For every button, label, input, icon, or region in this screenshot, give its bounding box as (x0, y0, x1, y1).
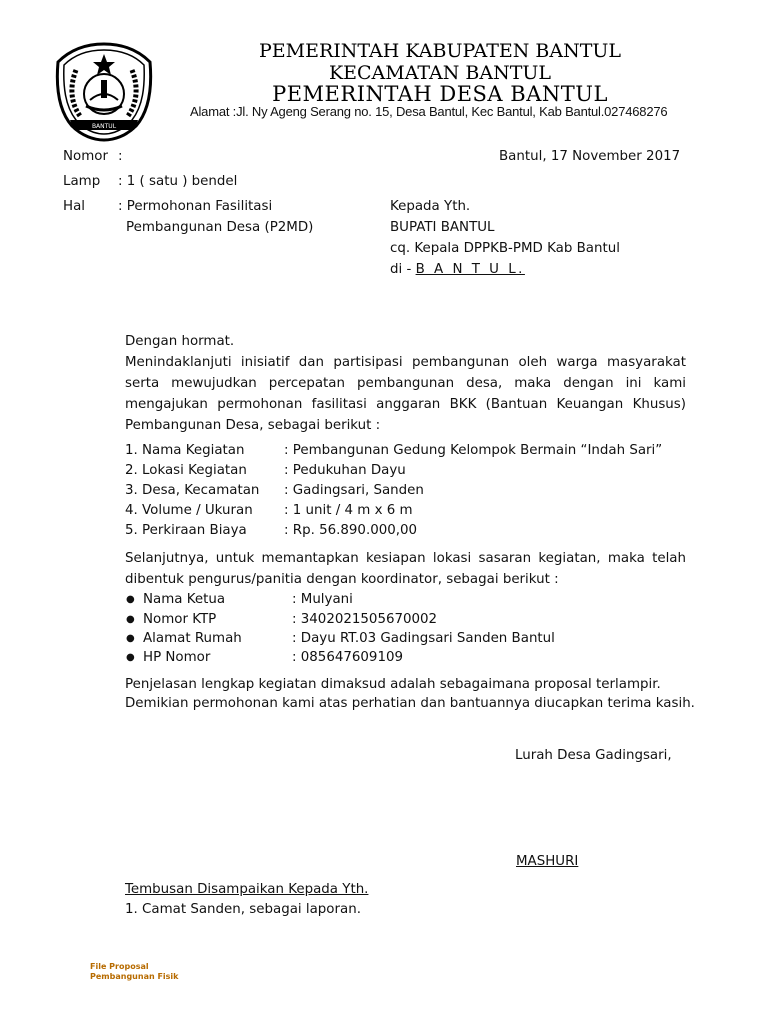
detail-value-1: : Pembangunan Gedung Kelompok Bermain “Indah Sari” (284, 443, 663, 458)
closing-line-1: Penjelasan lengkap kegiatan dimaksud adalah sebagaimana proposal terlampir. (125, 677, 661, 692)
coordinator-label-2: Nomor KTP (143, 612, 217, 627)
bullet-icon: ● (126, 614, 135, 625)
nomor-value: : (118, 149, 123, 164)
detail-value-5: : Rp. 56.890.000,00 (284, 523, 418, 538)
detail-label-5: 5. Perkiraan Biaya (125, 523, 247, 538)
coordinator-label-1: Nama Ketua (143, 592, 226, 607)
footer-line-1: File Proposal (90, 962, 149, 971)
recipient-di: di - (390, 262, 416, 277)
letter-date: Bantul, 17 November 2017 (499, 149, 681, 164)
recipient-line-3: cq. Kepala DPPKB-PMD Kab Bantul (390, 241, 620, 256)
coordinator-value-1: : Mulyani (292, 592, 353, 607)
recipient-place (390, 260, 525, 280)
coordinator-label-4: HP Nomor (143, 650, 211, 665)
recipient-city: B A N T U L. (415, 262, 525, 277)
coordinator-value-3: : Dayu RT.03 Gadingsari Sanden Bantul (292, 631, 555, 646)
letterhead-line-2: KECAMATAN BANTUL (328, 62, 552, 84)
svg-text:BANTUL: BANTUL (91, 123, 117, 130)
signature-name: MASHURI (516, 854, 579, 869)
letterhead-line-3: PEMERINTAH DESA BANTUL (272, 82, 608, 106)
coordinator-value-4: : 085647609109 (292, 650, 404, 665)
signature-title: Lurah Desa Gadingsari, (515, 748, 672, 763)
tembusan-item-1: 1. Camat Sanden, sebagai laporan. (125, 902, 361, 917)
lamp-label: Lamp (63, 174, 101, 189)
footer-line-2: Pembangunan Fisik (90, 972, 179, 981)
hal-value-line-1: : Permohonan Fasilitasi (118, 199, 273, 214)
recipient-line-2: BUPATI BANTUL (390, 220, 495, 235)
nomor-label: Nomor (63, 149, 108, 164)
followup-paragraph: Selanjutnya, untuk memantapkan kesiapan lokasi sasaran kegiatan, maka telah dibentuk pengurus/panitia dengan koordinator, sebagai berikut : (125, 551, 686, 587)
closing-line-2: Demikian permohonan kami atas perhatian dan bantuannya diucapkan terima kasih. (125, 696, 695, 711)
detail-label-3: 3. Desa, Kecamatan (125, 483, 260, 498)
detail-value-4: : 1 unit / 4 m x 6 m (284, 503, 413, 518)
letterhead-line-1: PEMERINTAH KABUPATEN BANTUL (258, 40, 622, 62)
recipient-line-1: Kepada Yth. (390, 199, 471, 214)
detail-label-2: 2. Lokasi Kegiatan (125, 463, 247, 478)
hal-label: Hal (63, 199, 85, 214)
lamp-value: : 1 ( satu ) bendel (118, 174, 238, 189)
detail-value-3: : Gadingsari, Sanden (284, 483, 424, 498)
detail-label-4: 4. Volume / Ukuran (125, 503, 253, 518)
bullet-icon: ● (126, 594, 135, 605)
hal-value-line-2: Pembangunan Desa (P2MD) (126, 220, 314, 235)
coordinator-label-3: Alamat Rumah (143, 631, 242, 646)
letterhead-address: Alamat :Jl. Ny Ageng Serang no. 15, Desa Bantul, Kec Bantul, Kab Bantul.027468276 (190, 104, 668, 119)
detail-label-1: 1. Nama Kegiatan (125, 443, 245, 458)
intro-paragraph: Menindaklanjuti inisiatif dan partisipasi pembangunan oleh warga masyarakat serta mewujudkan percepatan pembangunan desa, maka dengan ini kami mengajukan permohonan fasilitasi anggaran BKK (Bantuan Keuangan Khusus) Pembangunan Desa, sebagai berikut : (125, 355, 686, 433)
bantul-emblem-logo (52, 40, 156, 144)
bullet-icon: ● (126, 633, 135, 644)
bullet-icon: ● (126, 652, 135, 663)
greeting: Dengan hormat. (125, 334, 235, 349)
tembusan-heading: Tembusan Disampaikan Kepada Yth. (125, 882, 369, 897)
detail-value-2: : Pedukuhan Dayu (284, 463, 406, 478)
coordinator-value-2: : 3402021505670002 (292, 612, 438, 627)
